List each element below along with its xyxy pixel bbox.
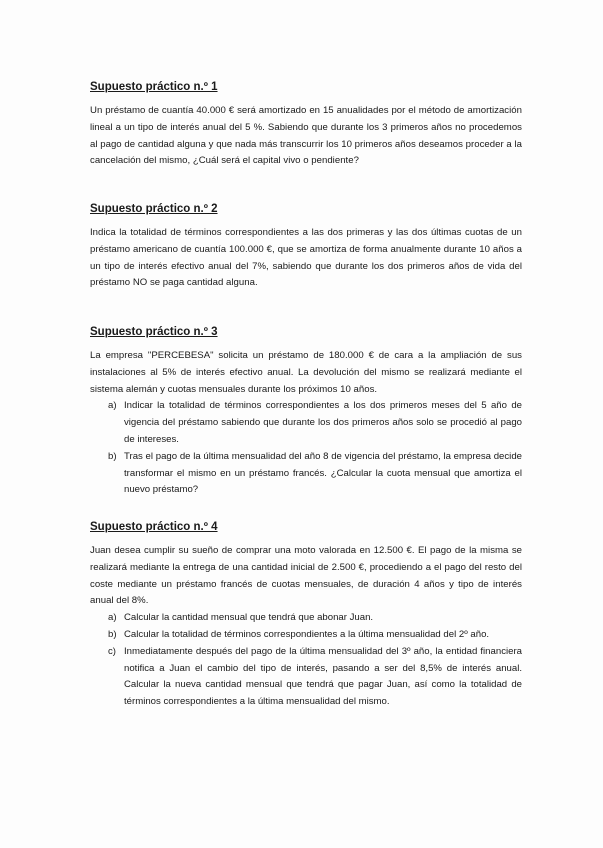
list-item-marker: c): [108, 645, 116, 657]
list-item-text: Calcular la totalidad de términos correspondientes a la última mensualidad del 2º año.: [124, 628, 490, 640]
list-item-marker: a): [108, 612, 117, 624]
list-item-text: Tras el pago de la última mensualidad del año 8 de vigencia del préstamo, la empresa decide transformar el mismo en un préstamo francés. ¿Calcular la cuota mensual que amortiza el nuevo préstamo?: [124, 450, 522, 496]
list-item-text: Calcular la cantidad mensual que tendrá que abonar Juan.: [124, 612, 374, 624]
exercise-2-title: Supuesto práctico n.º 2: [90, 203, 218, 215]
list-item: [90, 627, 522, 644]
list-item-text: Indicar la totalidad de términos correspondientes a los dos primeros meses del 5 año de vigencia del préstamo sabiendo que durante los dos primeros años solo se procedió al pago de intereses.: [124, 400, 522, 445]
list-item: [90, 644, 522, 711]
exercise-2: [90, 202, 522, 292]
exercise-4-questions: [90, 610, 522, 711]
exercise-4-statement: Juan desea cumplir su sueño de comprar una moto valorada en 12.500 €. El pago de la misma se realizará mediante la entrega de una cantidad inicial de 2.500 €, procediendo a el pago del resto del coste mediante un préstamo francés de cuotas mensuales, de duración 4 años y tipo de interés anual del 8%.: [90, 545, 522, 607]
list-item: [90, 398, 522, 448]
exercise-1-title: Supuesto práctico n.º 1: [90, 81, 218, 93]
list-item: [90, 449, 522, 499]
exercise-1: [90, 80, 522, 170]
exercise-3-statement: La empresa "PERCEBESA" solicita un préstamo de 180.000 € de cara a la ampliación de sus instalaciones al 5% de interés efectivo anual. La devolución del mismo se realizará mediante el sistema alemán y cuotas mensuales durante los próximos 10 años.: [90, 350, 522, 395]
exercise-3-questions: [90, 398, 522, 499]
list-item-text: Inmediatamente después del pago de la última mensualidad del 3º año, la entidad financiera notifica a Juan el cambio del tipo de interés, pasando a ser del 8,5% de interés anual. Calcular la nueva cantidad mensual que tendrá que pagar Juan, así como la totalidad de términos correspondientes a la última mensualidad del mismo.: [124, 645, 522, 708]
exercise-1-statement: Un préstamo de cuantía 40.000 € será amortizado en 15 anualidades por el método de amortización lineal a un tipo de interés anual del 5 %. Sabiendo que durante los 3 primeros años no procedemos al pago de cantidad alguna y que nada más transcurrir los 10 primeros años deseamos proceder a la cancelación del mismo, ¿Cuál será el capital vivo o pendiente?: [90, 105, 522, 167]
exercise-3: [90, 325, 522, 499]
exercise-2-statement: Indica la totalidad de términos correspondientes a las dos primeras y las dos últimas cuotas de un préstamo americano de cuantía 100.000 €, que se amortiza de forma anualmente durante 10 años a un tipo de interés efectivo anual del 7%, sabiendo que durante los dos primeros años de vida del préstamo NO se paga cantidad alguna.: [90, 227, 522, 289]
list-item-marker: b): [108, 450, 117, 462]
exercise-4-title: Supuesto práctico n.º 4: [90, 521, 218, 533]
list-item-marker: b): [108, 628, 117, 640]
exercise-4: [90, 520, 522, 711]
exercise-3-title: Supuesto práctico n.º 3: [90, 326, 218, 338]
list-item-marker: a): [108, 400, 117, 412]
list-item: [90, 610, 522, 627]
